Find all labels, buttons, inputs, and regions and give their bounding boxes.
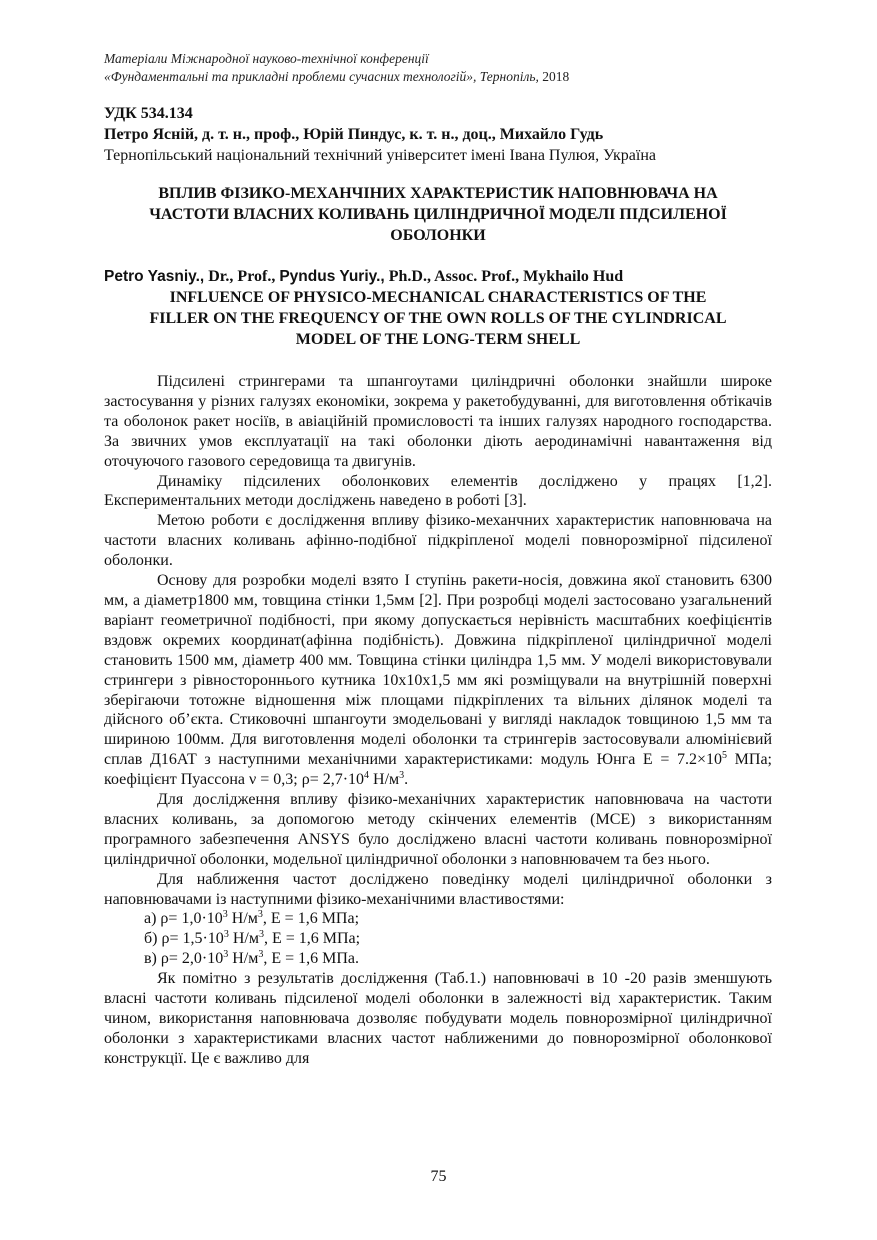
body-text [104, 372, 772, 1069]
paragraph-intro: Підсилені стрингерами та шпангоутами циліндричні оболонки знайшли широке застосування у різних галузях економіки, зокрема у ракетобудуванні, для виготовлення обтікачів та оболонок ракет носіїв, в авіаційній промисловості та інших галузях народного господарства. За звичних умов експлуатації на такі оболонки діють аеродинамічні навантаження від оточуючого газового середовища та двигунів. [104, 373, 772, 470]
title-ua-line-3: ОБОЛОНКИ [390, 227, 486, 244]
filler-density: а) ρ= 1,0·10 [144, 910, 223, 928]
title-ua-line-2: ЧАСТОТИ ВЛАСНИХ КОЛИВАНЬ ЦИЛІНДРИЧНОЇ МОДЕЛІ ПІДСИЛЕНОЇ [149, 206, 727, 223]
filler-list [104, 909, 772, 969]
paragraph-model [104, 571, 772, 790]
exponent: 3 [223, 929, 229, 941]
filler-unit: Н/м [227, 910, 258, 928]
page [104, 50, 772, 1069]
filler-unit: Н/м [228, 950, 259, 968]
filler-modulus: , E = 1,6 МПа; [263, 930, 361, 948]
title-en-line-1: INFLUENCE OF PHYSICO-MECHANICAL CHARACTERISTICS OF THE [169, 289, 707, 306]
affiliation: Тернопільський національний технічний університет імені Івана Пулюя, Україна [104, 147, 656, 164]
author-en-2: Pyndus Yuriy., [279, 268, 385, 285]
filler-density: б) ρ= 1,5·10 [144, 930, 224, 948]
title-ua [104, 183, 772, 246]
model-text-unit: Н/м [369, 771, 400, 789]
exponent: 3 [258, 929, 264, 941]
exponent: 3 [257, 909, 263, 921]
title-en [104, 287, 772, 350]
exponent: 4 [364, 770, 370, 782]
page-number: 75 [430, 1168, 447, 1185]
model-text-end: . [404, 771, 409, 789]
list-item [144, 929, 772, 949]
filler-unit: Н/м [228, 930, 259, 948]
paragraph-fem: Для дослідження впливу фізико-механічних характеристик наповнювача на частоти власних коливань, за допомогою методу скінчених елементів (МСЕ) з використанням програмного забезпечення ANSYS було досліджено власні частоти коливань повнорозмірної циліндричної оболонки, модельної циліндричної оболонки з наповнювачем та без нього. [104, 791, 772, 868]
header-line-2-text: «Фундаментальні та прикладні проблеми сучасних технологій», Тернопіль, [104, 69, 539, 84]
title-ua-line-1: ВПЛИВ ФІЗИКО-МЕХАНЧІНИХ ХАРАКТЕРИСТИК НАПОВНЮВАЧА НА [158, 185, 718, 202]
list-item [144, 909, 772, 929]
conference-header [104, 50, 772, 86]
model-text: Основу для розробки моделі взято І ступінь ракети-носія, довжина якої становить 6300 мм, а діаметр1800 мм, товщина стінки 1,5мм [2]. При розробці моделі застосовано узагальнений варіант геометричної подібності, при якому допускається нерівність масштабних коефіцієнтів вздовж окремих координат(афінна подібність). Довжина підкріпленої циліндричної моделі становить 1500 мм, діаметр 400 мм. Товщина стінки циліндра 1,5 мм. У моделі використовували стрингери з рівностороннього кутника 10x10x1,5 мм які розміщували на внутрішній поверхні зберігаючи тотожне відношення між площами підкріплених та вільних ділянок моделі та дійсного об’єкта. Стиковочні шпангоути змодельовані у вигляді накладок товщиною 1,5 мм та шириною 100мм. Для виготовлення моделі оболонки та стрингерів застосовували алюмінієвий сплав Д16АТ з наступними механічними характеристиками: модуль Юнга E = 7.2×10 [104, 572, 772, 769]
filler-modulus: , E = 1,6 МПа. [263, 950, 360, 968]
paragraph-results: Як помітно з результатів дослідження (Таб.1.) наповнювачі в 10 -20 разів зменшують власні частоти коливань підсиленої моделі оболонки в залежності від характеристик. Таким чином, використання наповнювача дозволяє побудувати модель повнорозмірної циліндричної оболонки з характеристиками власних частот наближеними до повнорозмірної оболонкової конструкції. Це є важливо для [104, 970, 772, 1067]
title-en-line-3: MODEL OF THE LONG-TERM SHELL [295, 331, 581, 348]
model-text-mid: МПа; коефіцієнт Пуассона ν = 0,3; ρ= 2,7·10 [104, 751, 772, 789]
exponent: 3 [399, 770, 405, 782]
paragraph-prior-work: Динаміку підсилених оболонкових елементів досліджено у працях [1,2]. Експериментальних методи досліджень наведено в роботі [3]. [104, 472, 772, 510]
exponent: 3 [222, 909, 228, 921]
header-line-1: Матеріали Міжнародної науково-технічної конференції [104, 51, 429, 66]
list-item [144, 949, 772, 969]
header-year: 2018 [542, 69, 570, 84]
filler-modulus: , E = 1,6 МПа; [262, 910, 360, 928]
exponent: 3 [258, 949, 264, 961]
author-en-1-degree: Dr., Prof., [204, 268, 276, 285]
paragraph-fillers: Для наближення частот досліджено поведінку моделі циліндричної оболонки з наповнювачами із наступними фізико-механічними властивостями: [104, 870, 772, 908]
title-en-line-2: FILLER ON THE FREQUENCY OF THE OWN ROLLS OF THE CYLINDRICAL [149, 310, 727, 327]
author-en-1: Petro Yasniy., [104, 268, 205, 285]
filler-density: в) ρ= 2,0·10 [144, 950, 224, 968]
authors-en [104, 266, 772, 287]
header-line-2 [104, 68, 772, 86]
paragraph-aim: Метою роботи є дослідження впливу фізико-механчних характеристик наповнювача на частоти власних коливань афінно-подібної підкріпленої моделі повнорозмірної підсиленої оболонки. [104, 512, 772, 570]
exponent: 5 [722, 750, 728, 762]
author-en-rest: Ph.D., Assoc. Prof., Mykhailo Hud [384, 268, 624, 285]
udk-code: УДК 534.134 [104, 105, 193, 122]
authors-ua: Петро Ясній, д. т. н., проф., Юрій Пиндус, к. т. н., доц., Михайло Гудь [104, 126, 604, 143]
exponent: 3 [223, 949, 229, 961]
